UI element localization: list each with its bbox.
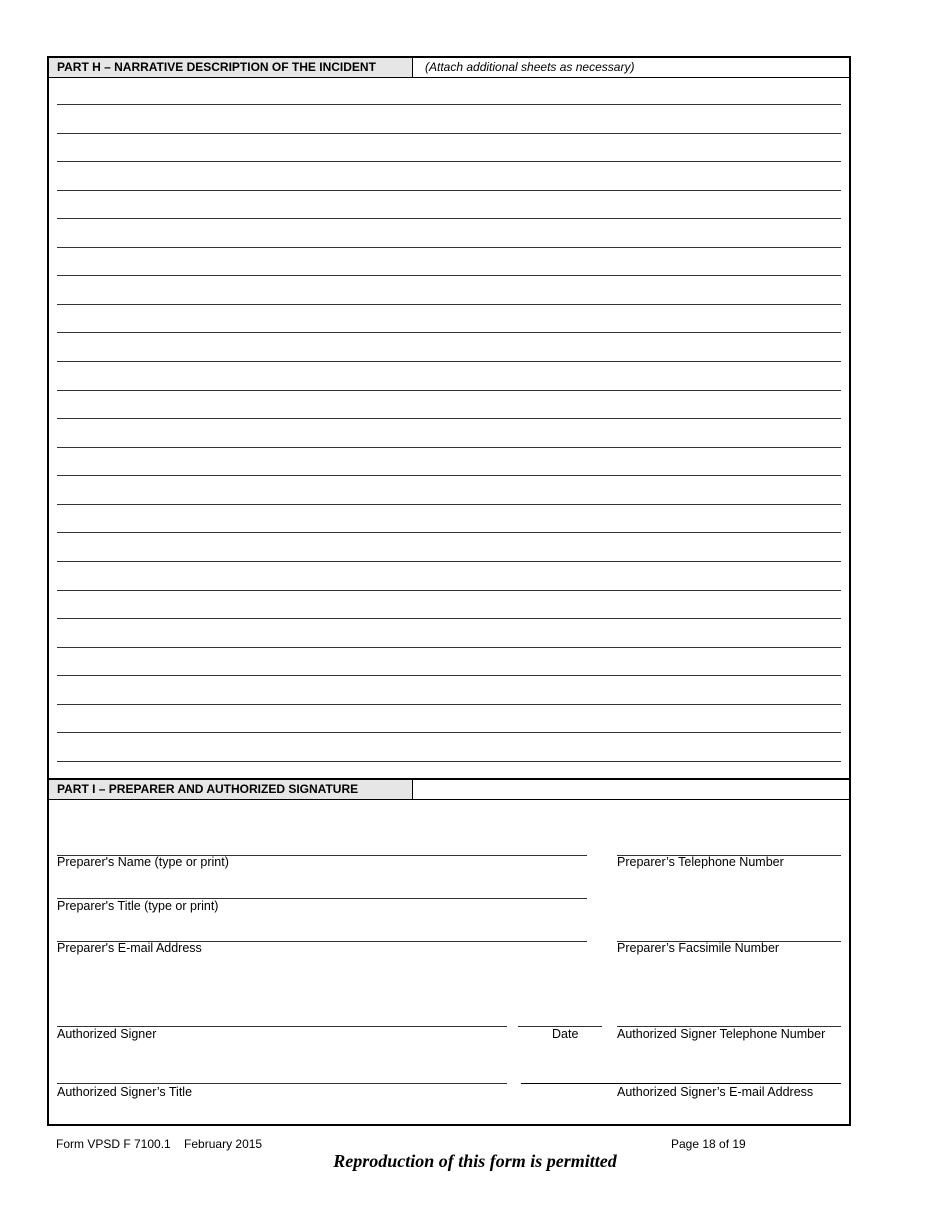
narrative-line[interactable] <box>57 732 841 733</box>
narrative-line[interactable] <box>57 361 841 362</box>
narrative-line[interactable] <box>57 161 841 162</box>
narrative-line[interactable] <box>57 218 841 219</box>
narrative-line[interactable] <box>57 275 841 276</box>
narrative-line[interactable] <box>57 133 841 134</box>
preparer-name-label: Preparer's Name (type or print) <box>57 855 229 869</box>
signer-email-label: Authorized Signer’s E-mail Address <box>617 1085 814 1099</box>
narrative-line[interactable] <box>57 618 841 619</box>
narrative-line[interactable] <box>57 704 841 705</box>
narrative-line[interactable] <box>57 418 841 419</box>
narrative-line[interactable] <box>57 590 841 591</box>
preparer-title-label: Preparer's Title (type or print) <box>57 899 219 913</box>
part-h-header <box>49 58 849 78</box>
preparer-email-label: Preparer's E-mail Address <box>57 941 202 955</box>
narrative-line[interactable] <box>57 247 841 248</box>
narrative-line[interactable] <box>57 304 841 305</box>
narrative-line[interactable] <box>57 675 841 676</box>
preparer-phone-label: Preparer’s Telephone Number <box>617 855 784 869</box>
part-h-title: PART H – NARRATIVE DESCRIPTION OF THE INCIDENT <box>49 58 413 77</box>
incident-form <box>47 56 851 1126</box>
part-h-note: (Attach additional sheets as necessary) <box>425 60 635 74</box>
narrative-line[interactable] <box>57 332 841 333</box>
narrative-line[interactable] <box>57 190 841 191</box>
signer-phone-label: Authorized Signer Telephone Number <box>617 1027 826 1041</box>
reproduction-notice: Reproduction of this form is permitted <box>333 1151 617 1171</box>
signer-title-field[interactable] <box>57 1083 507 1084</box>
part-i-header <box>49 778 849 800</box>
form-id: Form VPSD F 7100.1 February 2015 <box>56 1137 263 1151</box>
narrative-line[interactable] <box>57 475 841 476</box>
preparer-fax-label: Preparer’s Facsimile Number <box>617 941 780 955</box>
narrative-line[interactable] <box>57 504 841 505</box>
narrative-line[interactable] <box>57 647 841 648</box>
narrative-line[interactable] <box>57 561 841 562</box>
narrative-line[interactable] <box>57 761 841 762</box>
authorized-signer-label: Authorized Signer <box>57 1027 157 1041</box>
narrative-line[interactable] <box>57 447 841 448</box>
narrative-line[interactable] <box>57 390 841 391</box>
signer-title-label: Authorized Signer’s Title <box>57 1085 193 1099</box>
date-label: Date <box>552 1027 579 1041</box>
narrative-line[interactable] <box>57 532 841 533</box>
signer-email-field[interactable] <box>521 1083 841 1084</box>
narrative-line[interactable] <box>57 104 841 105</box>
part-i-title: PART I – PREPARER AND AUTHORIZED SIGNATURE <box>49 780 413 799</box>
page-number: Page 18 of 19 <box>671 1137 746 1151</box>
